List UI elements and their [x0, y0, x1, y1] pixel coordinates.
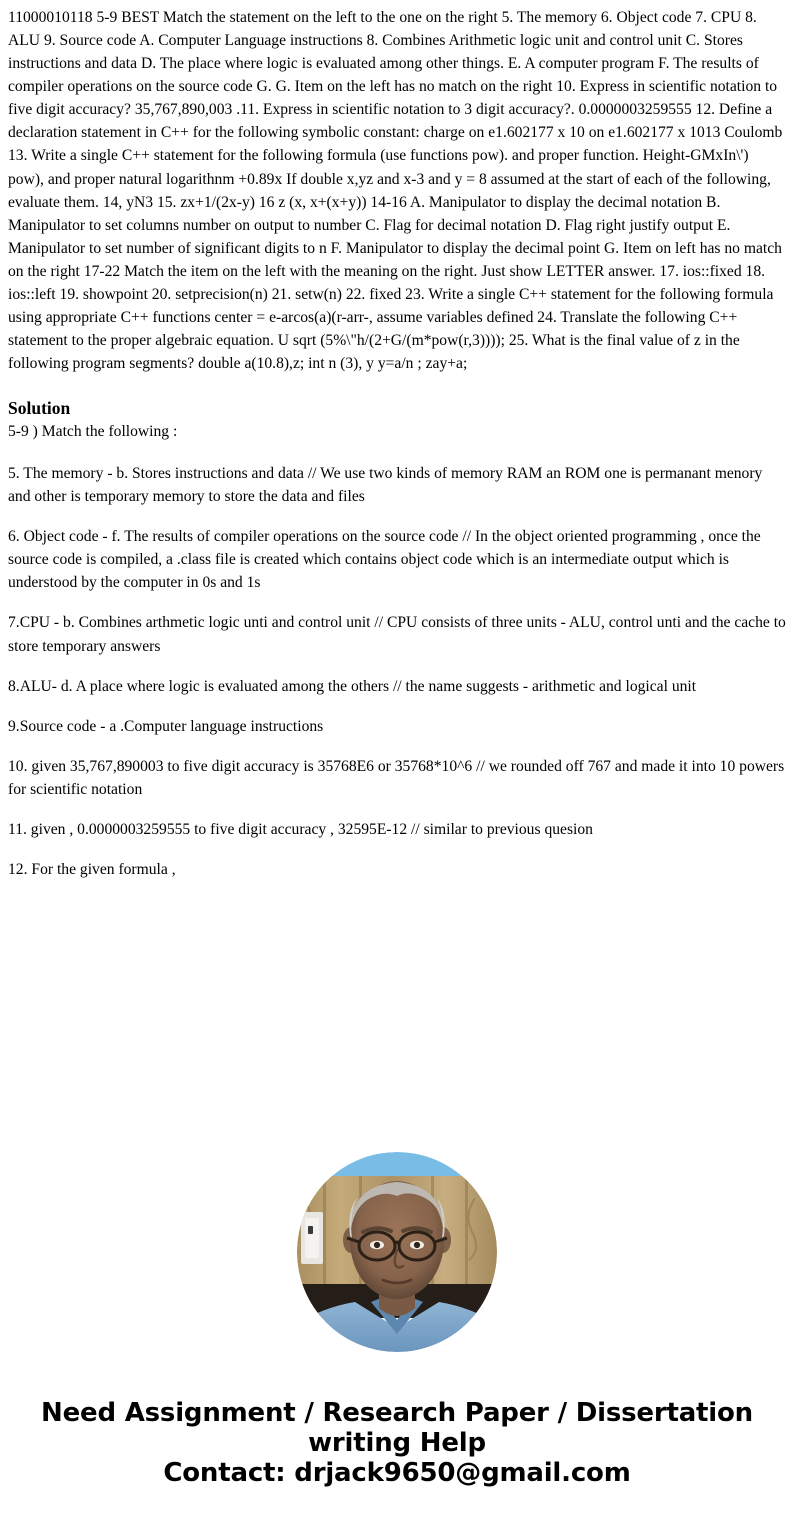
avatar-container — [0, 1152, 794, 1352]
solution-item: 10. given 35,767,890003 to five digit accuracy is 35768E6 or 35768*10^6 // we rounded off 767 and made it into 10 powers for scientific notation — [8, 757, 785, 798]
promo-block — [0, 1398, 794, 1488]
promo-line-1: Need Assignment / Research Paper / Dissertation — [41, 1398, 753, 1428]
solution-item: 11. given , 0.0000003259555 to five digit accuracy , 32595E-12 // similar to previous quesion — [8, 820, 593, 838]
solution-body — [0, 420, 794, 881]
solution-item: 7.CPU - b. Combines arthmetic logic unti and control unit // CPU consists of three units - ALU, control unti and the cache to store temporary answers — [8, 614, 786, 655]
promo-contact-line: Contact: drjack9650@gmail.com — [163, 1458, 631, 1489]
promo-line-2: writing Help — [308, 1428, 486, 1459]
question-paragraph: 11000010118 5-9 BEST Match the statement on the left to the one on the right 5. The memory 6. Object code 7. CPU 8. ALU 9. Source code A. Computer Language instructions 8. Combines Arithmetic logic unit and control unit C. Stores instructions and data D. The place where logic is evaluated among other things. E. A computer program F. The results of compiler operations on the source code G. G. Item on the left has no match on the right 10. Express in scientific notation to five digit accuracy? 35,767,890,003 .11. Express in scientific notation to 3 digit accuracy?. 0.0000003259555 12. Define a declaration statement in C++ for the following symbolic constant: charge on e1.602177 x 10 on e1.602177 x 1013 Coulomb 13. Write a single C++ statement for the following formula (use functions pow). and proper function. Height-GMxIn\') pow), and proper natural logarithnm +0.89x If double x,yz and x-3 and y = 8 assumed at the start of each of the following, evaluate them. 14, yN3 15. zx+1/(2x-y) 16 z (x, x+(x+y)) 14-16 A. Manipulator to display the decimal notation B. Manipulator to set columns number on output to number C. Flag for decimal notation D. Flag right justify output E. Manipulator to set number of significant digits to n F. Manipulator to display the decimal point G. Item on left has no match on the right 17-22 Match the item on the left with the meaning on the right. Just show LETTER answer. 17. ios::fixed 18. ios::left 19. showpoint 20. setprecision(n) 21. setw(n) 22. fixed 23. Write a single C++ statement for the following formula using appropriate C++ functions center = e-arcos(a)(r-arr-, assume variables defined 24. Translate the following C++ statement to the proper algebraic equation. U sqrt (5%\"h/(2+G/(m*pow(r,3)))); 25. What is the final value of z in the following program segments? double a(10.8),z; int n (3), y y=a/n ; zay+a; — [8, 9, 783, 373]
solution-item: 8.ALU- d. A place where logic is evaluated among the others // the name suggests - arithmetic and logical unit — [8, 677, 697, 695]
avatar — [297, 1152, 497, 1352]
solution-item: 9.Source code - a .Computer language instructions — [8, 717, 324, 735]
tutor-portrait-image — [297, 1152, 497, 1352]
solution-item: 6. Object code - f. The results of compiler operations on the source code // In the object oriented programming , once the source code is compiled, a .class file is created which contains object code which is an intermediate output which is understood by the computer in 0s and 1s — [8, 528, 761, 592]
solution-heading: Solution — [8, 398, 71, 419]
solution-item-list — [8, 462, 786, 881]
solution-intro: 5-9 ) Match the following : — [8, 423, 178, 440]
solution-item: 12. For the given formula , — [8, 861, 176, 879]
question-block — [0, 0, 794, 375]
solution-item: 5. The memory - b. Stores instructions and data // We use two kinds of memory RAM an ROM one is permanant menory and other is temporary memory to store the data and files — [8, 465, 763, 506]
